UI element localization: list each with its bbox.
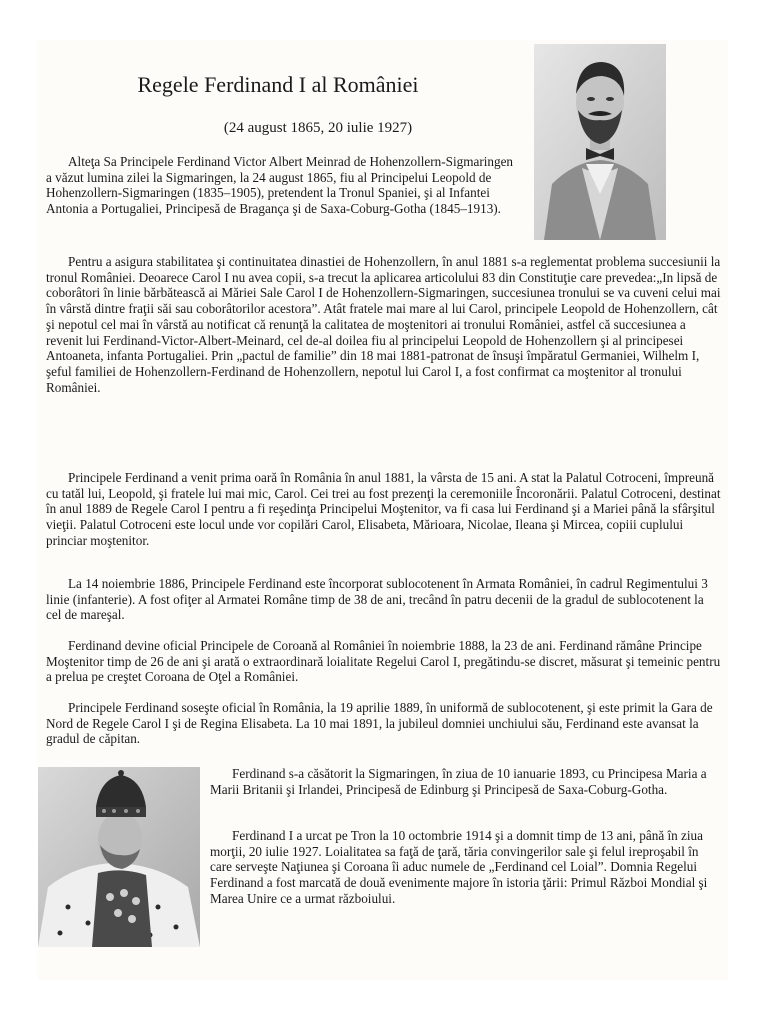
page-title: Regele Ferdinand I al României — [137, 72, 419, 97]
paragraph-arrival: Principele Ferdinand soseşte oficial în România, la 19 aprilie 1889, în uniformă de sublocotenent, şi este primit la Gara de Nord de Regele Carol I şi de Regina Elisabeta. La 10 mai 1891, la jubileul domniei unchiului său, Ferdinand este avansat la gradul de căpitan. — [46, 700, 713, 747]
portrait-photo-king-ferdinand-crowned — [38, 767, 200, 947]
paragraph-cotroceni: Principele Ferdinand a venit prima oară în România în anul 1881, la vârsta de 15 ani. A stat la Palatul Cotroceni, împreună cu tatăl lui, Leopold, şi fratele lui mai mic, Carol. Cei trei au fost prezenţi la ceremoniile Încoronării. Palatul Cotroceni, destinat în anul 1889 de Regele Carol I pentru a fi reşedinţa Principelui Moştenitor, va fi casa lui Ferdinand şi a Mariei până la sfârşitul vieţii. Palatul Cotroceni este locul unde vor copilări Carol, Elisabeta, Mărioara, Nicolae, Ileana şi Mircea, copiii cuplului princiar moştenitor. — [46, 470, 721, 548]
paragraph-army: La 14 noiembrie 1886, Principele Ferdinand este încorporat sublocotenent în Armata României, în cadrul Regimentului 3 linie (infanterie). A fost ofiţer al Armatei Române timp de 38 de ani, trecând în patru decenii de la gradul de sublocotenent la cel de mareşal. — [46, 576, 708, 623]
life-dates: (24 august 1865, 20 iulie 1927) — [223, 120, 413, 136]
paragraph-marriage: Ferdinand s-a căsătorit la Sigmaringen, în ziua de 10 ianuarie 1893, cu Principesa Maria a Marii Britanii şi Irlandei, Principesă de Edinburg şi Principesă de Saxa-Coburg-Gotha. — [210, 766, 707, 797]
paragraph-reign: Ferdinand I a urcat pe Tron la 10 octombrie 1914 şi a domnit timp de 13 ani, până în ziua morţii, 20 iulie 1927. Loialitatea sa faţă de ţară, tăria convingerilor sale şi felul ireproşabil în care serveşte Naţiunea şi Coroana îi aduc numele de „Ferdinand cel Loial”. Domnia Regelui Ferdinand a fost marcată de două evenimente majore în istoria ţării: Primul Război Mondial şi Marea Unire ce a urmat războiului. — [210, 828, 708, 906]
paragraph-succession: Pentru a asigura stabilitatea şi continuitatea dinastiei de Hohenzollern, în anul 1881 s-a reglementat problema succesiunii la tronul României. Deoarece Carol I nu avea copii, s-a trecut la aplicarea articolului 83 din Constituţie care prevedea:„In lipsă de coborâtori în linie bărbătească ai Măriei Sale Carol I de Hohenzollern-Sigmaringen, succesiunea tronului se va cuveni celui mai în vârstă dintre fraţii săi sau coborâtorilor acestora”. Atât fratele mai mare al lui Carol, principele Leopold de Hohenzollern, cât şi nepotul cel mai în vârstă au notificat că renunţă la calitatea de moştenitori ai tronului României, astfel că succesiunea a revenit lui Ferdinand-Victor-Albert-Meinard, cel de-al doilea fiu al principelui Leopold de Hohenzollern şi al principesei Antoaneta, infanta Portugaliei. Prin „pactul de familie” din 18 mai 1881-patronat de însuşi împăratul Germaniei, Wilhelm I, şeful familiei de Hohenzollern-Ferdinand de Hohenzollern, nepotul lui Carol I, a fost confirmat ca moştenitor al tronului României. — [46, 254, 721, 395]
paragraph-crown-prince: Ferdinand devine oficial Principele de Coroană al României în noiembrie 1888, la 23 de ani. Ferdinand rămâne Principe Moştenitor timp de 26 de ani şi arată o extraordinară loialitate Regelui Carol I, pregătindu-se discret, măsurat şi temeinic pentru a prelua pe creştet Coroana de Oţel a României. — [46, 638, 721, 685]
portrait-image — [534, 44, 666, 240]
portrait-photo-young-ferdinand — [534, 44, 666, 240]
portrait-image-crowned — [38, 767, 200, 947]
paragraph-birth: Alteţa Sa Principele Ferdinand Victor Albert Meinrad de Hohenzollern-Sigmaringen a văzut lumina zilei la Sigmaringen, la 24 august 1865, fiu al Principelui Leopold de Hohenzollern-Sigmaringen (1835–1905), pretendent la Tronul Spaniei, şi al Infantei Antonia a Portugaliei, Principesă de Bragança şi de Saxa-Coburg-Gotha (1845–1913). — [46, 154, 514, 217]
